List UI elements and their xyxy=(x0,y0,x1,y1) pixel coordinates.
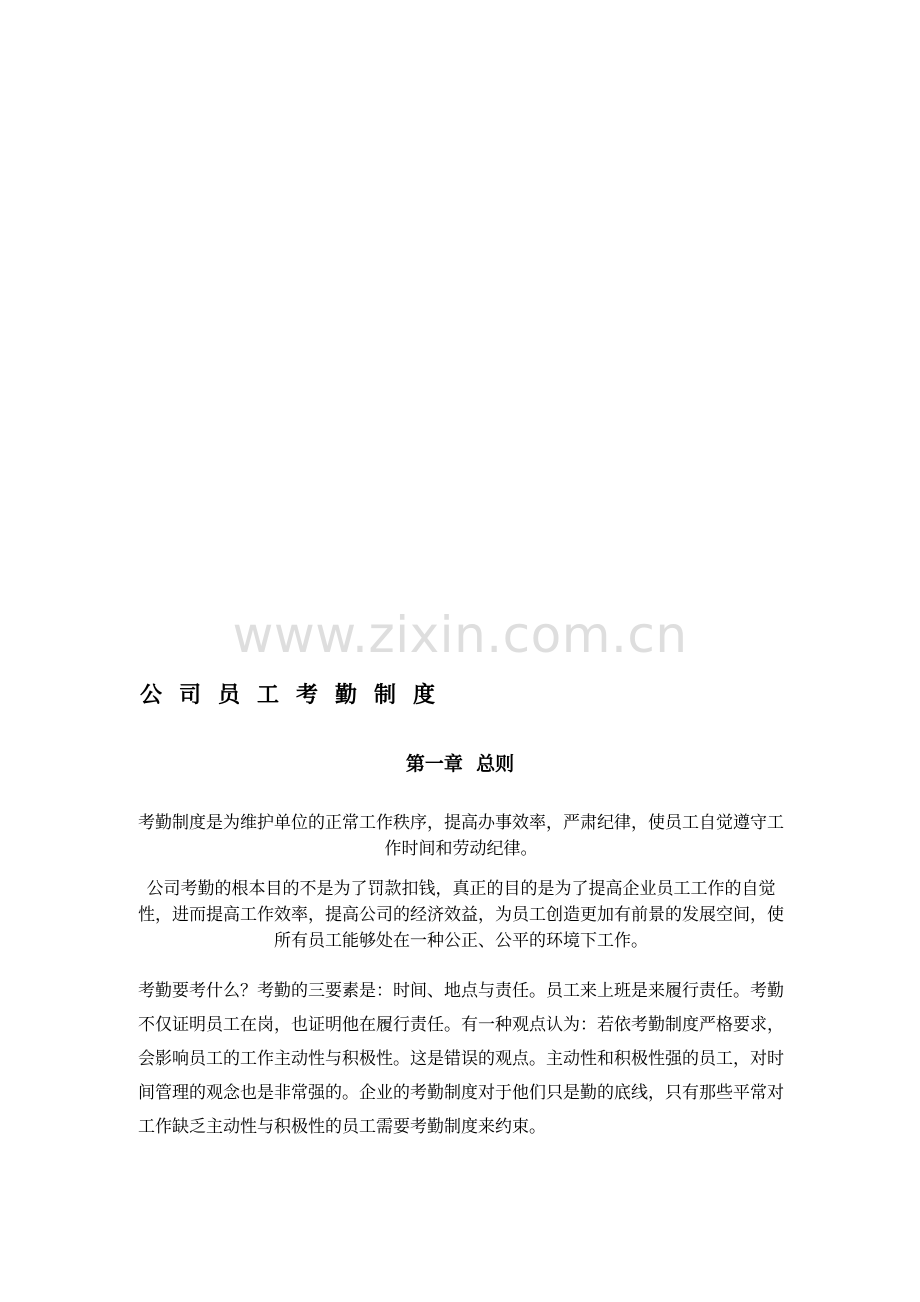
paragraph-elements: 考勤要考什么？考勤的三要素是：时间、地点与责任。员工来上班是来履行责任。考勤不仅证明员工在岗，也证明他在履行责任。有一种观点认为：若依考勤制度严格要求，会影响员工的工作主动性与积极性。这是错误的观点。主动性和积极性强的员工，对时间管理的观念也是非常强的。企业的考勤制度对于他们只是勤的底线，只有那些平常对工作缺乏主动性与积极性的员工需要考勤制度来约束。 xyxy=(138,981,784,1137)
paragraph-purpose: 考勤制度是为维护单位的正常工作秩序，提高办事效率，严肃纪律，使员工自觉遵守工作时间和劳动纪律。 xyxy=(138,813,784,859)
chapter-heading: 第一章 总则 xyxy=(405,753,515,775)
paragraph-goal: 公司考勤的根本目的不是为了罚款扣钱，真正的目的是为了提高企业员工工作的自觉性，进而提高工作效率，提高公司的经济效益，为员工创造更加有前景的发展空间，使所有员工能够处在一种公正、公平的环境下工作。 xyxy=(138,879,784,951)
watermark: www.zixin.com.cn xyxy=(232,606,688,664)
document-title: 公司员工考勤制度 xyxy=(140,683,453,708)
